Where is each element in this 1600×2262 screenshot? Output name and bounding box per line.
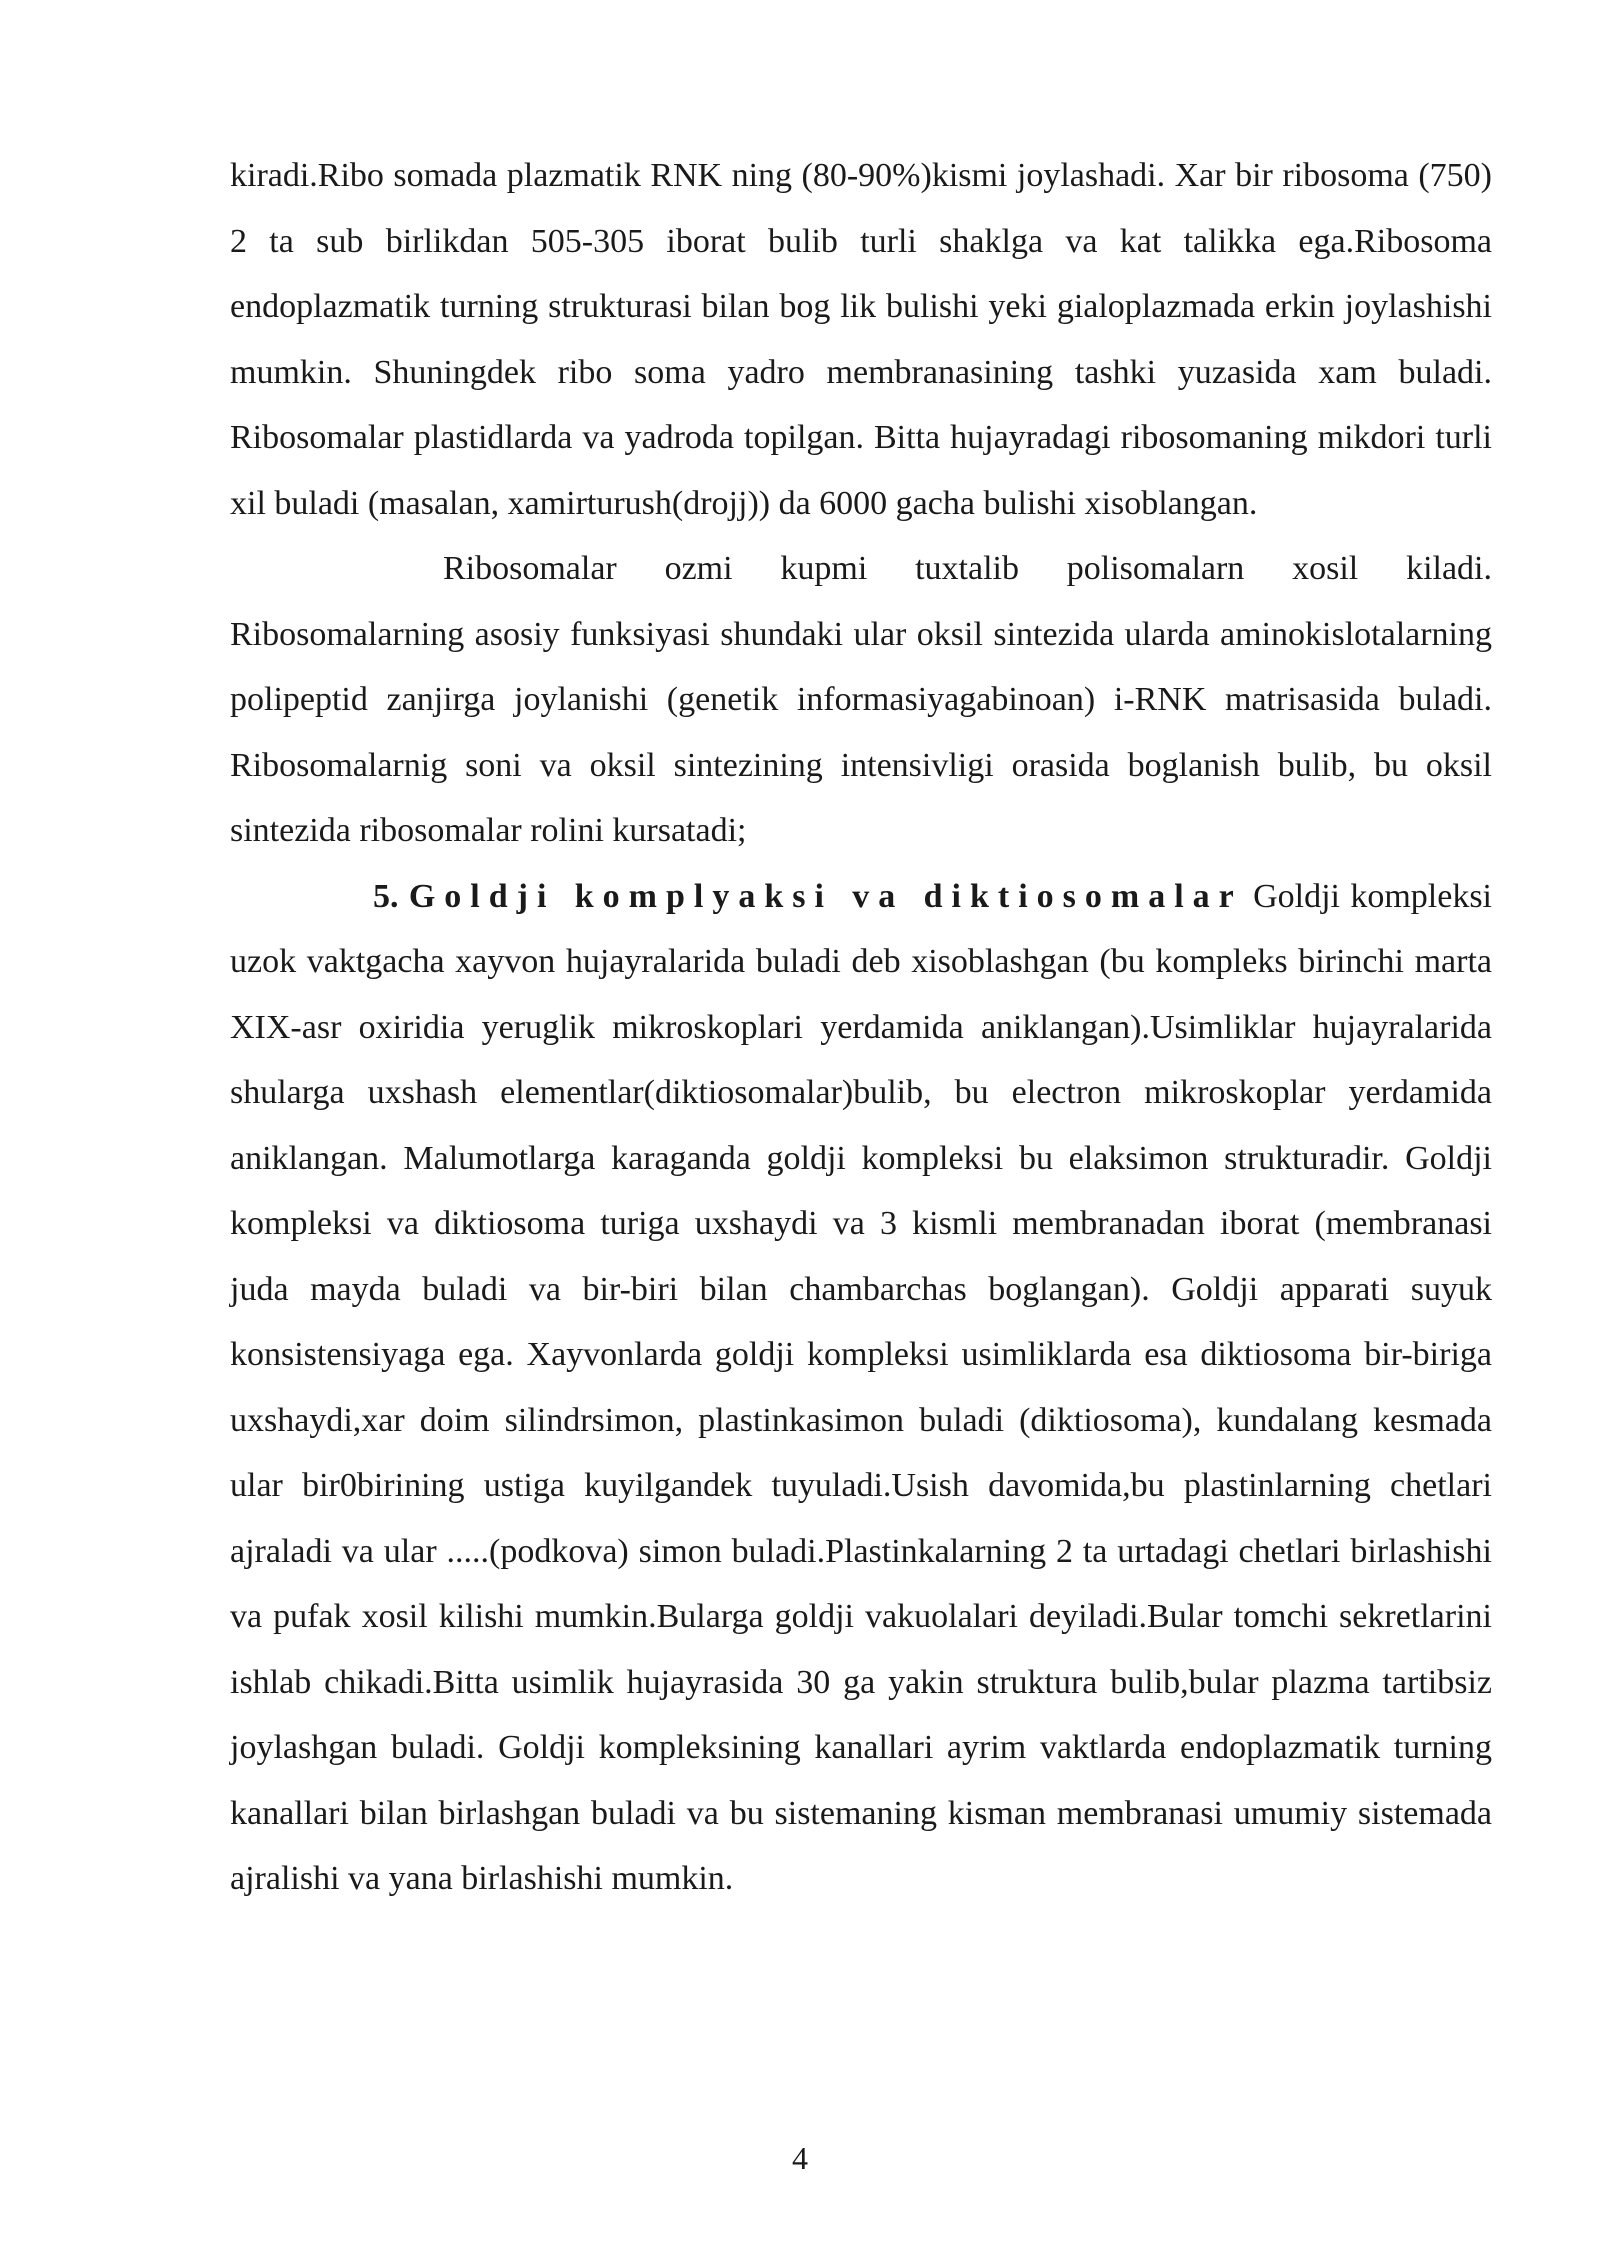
section-goldji xyxy=(230,864,1492,1912)
paragraph-ribosome-function: Ribosomalar ozmi kupmi tuxtalib polisomalarn xosil kiladi. Ribosomalarning asosiy funksiyasi shundaki ular oksil sintezida ularda aminokislotalarning polipeptid zanjirga joylanishi (genetik informasiyagabinoan) i-RNK matrisasida buladi. Ribosomalarnig soni va oksil sintezining intensivligi orasida boglanish bulib, bu oksil sintezida ribosomalar rolini kursatadi; xyxy=(230,550,1492,849)
section-heading: Goldji komplyaksi va diktiosomalar xyxy=(408,877,1243,915)
section-body: Goldji kompleksi uzok vaktgacha xayvon hujayralarida buladi deb xisoblashgan (bu kompleks birinchi marta XIX-asr oxiridia yeruglik mikroskoplari yerdamida aniklangan).Usimliklar hujayralarida shularga uxshash elementlar(diktiosomalar)bulib, bu electron mikroskoplar yerdamida aniklangan. Malumotlarga karaganda goldji kompleksi bu elaksimon strukturadir. Goldji kompleksi va diktiosoma turiga uxshaydi va 3 kismli membranadan iborat (membranasi juda mayda buladi va bir-biri bilan chambarchas boglangan). Goldji apparati suyuk konsistensiyaga ega. Xayvonlarda goldji kompleksi usimliklarda esa diktiosoma bir-biriga uxshaydi,xar doim silindrsimon, plastinkasimon buladi (diktiosoma), kundalang kesmada ular bir0birining ustiga kuyilgandek tuyuladi.Usish davomida,bu plastinlarning chetlari ajraladi va ular .....(podkova) simon buladi.Plastinkalarning 2 ta urtadagi chetlari birlashishi va pufak xosil kilishi mumkin.Bularga goldji vakuolalari deyiladi.Bular tomchi sekretlarini ishlab chikadi.Bitta usimlik hujayrasida 30 ga yakin struktura bulib,bular plazma tartibsiz joylashgan buladi. Goldji kompleksining kanallari ayrim vaktlarda endoplazmatik turning kanallari bilan birlashgan buladi va bu sistemaning kisman membranasi umumiy sistemada ajralishi va yana birlashishi mumkin. xyxy=(230,877,1492,1897)
section-number: 5. xyxy=(373,877,399,915)
page-number: 4 xyxy=(792,2140,808,2176)
document-page xyxy=(230,143,1492,1912)
paragraph-ribosome-location: kiradi.Ribo somada plazmatik RNK ning (80-90%)kismi joylashadi. Xar bir ribosoma (750) 2 ta sub birlikdan 505-305 iborat bulib turli shaklga va kat talikka ega.Ribosoma endoplazmatik turning strukturasi bilan bog lik bulishi yeki gialoplazmada erkin joylashishi mumkin. Shuningdek ribo soma yadro membranasining tashki yuzasida xam buladi. Ribosomalar plastidlarda va yadroda topilgan. Bitta hujayradagi ribosomaning mikdori turli xil buladi (masalan, xamirturush(drojj)) da 6000 gacha bulishi xisoblangan. xyxy=(230,157,1492,522)
